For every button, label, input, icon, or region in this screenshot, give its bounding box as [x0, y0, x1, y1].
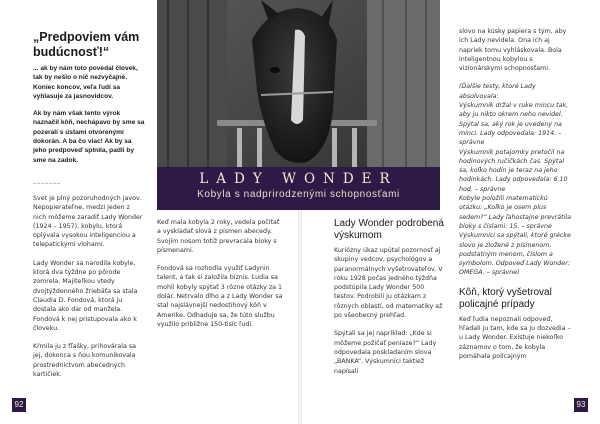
intro-paragraph: Ak by nám však tento výrok naznačil kôň, nechápavo by sme sa pozerali s ústami otvorenými dokorán. A ba čo viac! Ak by sa jeho predpoveď splnila, padli by sme na zadok.	[33, 110, 145, 164]
intro-column	[33, 30, 145, 388]
body-paragraph: Lady Wonder sa narodila kobyle, ktorá dva týždne po pôrode zomrela. Majiteľkou vtedy dvojtýždenného žriebäťa sa stala Claudia D. Fondová, ktorá ju dostala ako dar od manžela. Fondová k nej pristupovala ako k človeku.	[33, 259, 138, 332]
tests-intro: (Ďalšie testy, ktoré Lady absolvovala:	[459, 83, 536, 100]
right-column	[459, 27, 572, 370]
title-banner	[157, 167, 440, 210]
page-number-left: 92	[12, 398, 26, 412]
body-paragraph: Spýtali sa jej napríklad: „Kde si môžeme požičať peniaze?“ Lady odpovedala poskladaním slova „BANKA“. Výskumníci taktiež napísali	[334, 330, 437, 375]
page-number-right: 93	[574, 398, 588, 412]
body-paragraph: Kuriózny úkaz upútal pozornosť aj skupiny vedcov, psychológov a paranormálnych vyšetrovateľov. V roku 1928 počas jedného týždňa podstúpila Lady Wonder 500 testov. Podrobili ju otázkam z rôznych oblastí, od matematiky až po všeobecný prehľad.	[334, 247, 443, 320]
intro-paragraph: ... ak by nám toto povedal človek, tak by nešlo o nič nezvyčajné. Koniec koncov, veľa ľudí sa vyhlasuje za jasnovidcov.	[33, 65, 138, 100]
test-item: Výskumník potajomky pretočil na hodinových ručičkách čas. Spýtal sa, koľko hodín je teraz na jeho hodinkách. Lady odpovedala: 6.10 hod. – správne	[459, 148, 568, 193]
section-heading: Kôň, ktorý vyšetroval policajné prípady	[459, 286, 552, 310]
banner-subtitle: Kobyla s nadprirodzenými schopnosťami	[197, 189, 400, 200]
body-paragraph: slovo na kúsky papiera s tým, aby ich Lady nevidela. Ona ich aj napriek tomu vyhláskovala. Bola inteligentnou kobylou s vizionárskymi schopnosťami.	[459, 28, 567, 73]
body-paragraph: Svet je plný pozoruhodných javov. Nepopierateľne, medzi jeden z nich môžeme zaradiť Lady Wonder (1924 – 1957), kobylu, ktorá oplývala vysokou inteligenciou a telepatickými vlohami.	[33, 194, 143, 249]
body-paragraph: Keď mala kobyla 2 roky, vedela počítať a vyskladať slová z písmen abecedy. Svojím nosom totiž prevracala bloky s písmenami.	[157, 219, 280, 254]
test-item: Výskumník držal v ruke mincu tak, aby ju nikto okrem neho nevidel. Spýtal sa, aký rok je uvedený na minci. Lady odpovedala: 1914. – správne	[459, 102, 569, 147]
body-paragraph: Keď ľudia nepoznali odpoveď, hľadali ju tam, kde sa ju dozvedia – u Lady Wonder. Existuje niekoľko záznamov o tom, že kobyla pomáhala policajným	[459, 315, 571, 360]
body-paragraph: Fondová sa rozhodla využiť Ladynin talent, a tak si založila biznis. Ľudia sa mohli kobyly spýtať 3 rôzne otázky za 1 dolár. Netrvalo dlho a z Lady Wonder sa stal najslávnejší nedostihový kôň v Amerike. Odhaduje sa, že túto službu využilo približne 150-tisíc ľudí.	[157, 265, 283, 328]
middle-column	[157, 218, 285, 338]
separator: _______	[33, 176, 61, 184]
body-paragraph: Kŕmila ju z fľašky, prihovárala sa jej, dokonca s ňou komunikovala prostredníctvom abecedných kartičiek.	[33, 343, 136, 379]
quote-title: „Predpoviem vám budúcnosť!“	[33, 30, 140, 59]
test-item: Kobyle položili matematickú otázku: „Koľko je osem plus sedem?“ Lady ľahostajne prevrátila bloky s číslami: 15. – správne	[459, 195, 571, 230]
test-item: Výskumníci sa spýtali, ktoré grécke slovo je zložené z písmenom, podstatným menom, číslom a symbolom. Odpoveď Lady Wonder: OMEGA. – správne)	[459, 232, 571, 277]
section-heading: Lady Wonder podrobená výskumom	[334, 218, 444, 241]
research-column	[334, 218, 446, 385]
banner-title: LADY WONDER	[199, 171, 398, 187]
